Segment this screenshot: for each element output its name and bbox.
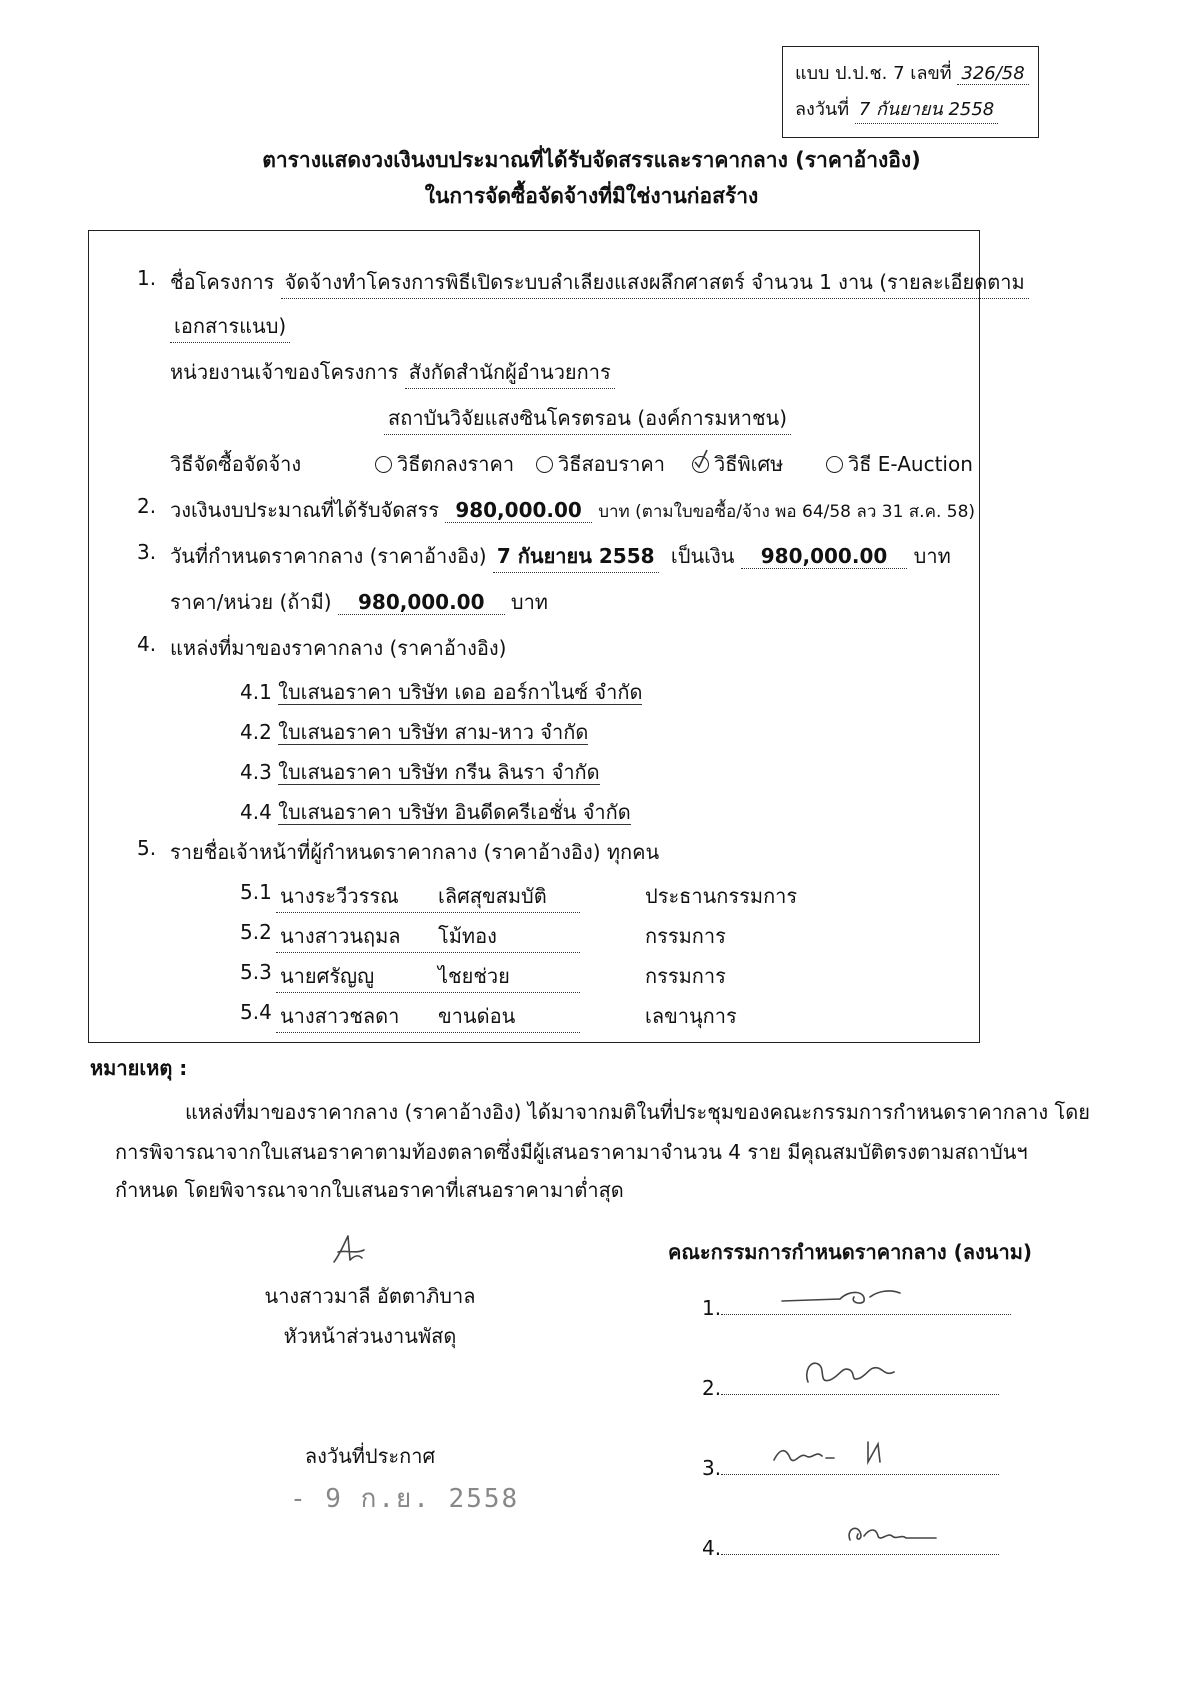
owner-value-2: สถาบันวิจัยแสงซินโครตรอน (องค์การมหาชน): [384, 402, 791, 435]
committee-signature-4: [840, 1518, 940, 1548]
radio-icon: [375, 456, 392, 473]
signatory-name: นางสาวมาลี อัตตาภิบาล: [264, 1284, 476, 1308]
member-role: เลขานุการ: [645, 1004, 737, 1028]
method-row: [170, 448, 301, 480]
budget-label: วงเงินงบประมาณที่ได้รับจัดสรร: [170, 498, 439, 522]
signatory-signature: [330, 1232, 370, 1268]
announce-date-stamp: - 9 ก.ย. 2558: [290, 1484, 520, 1514]
radio-icon: [536, 456, 553, 473]
item3-row: [170, 540, 951, 573]
ref-amount-label: เป็นเงิน: [670, 544, 735, 568]
ref-amount: 980,000.00: [741, 544, 908, 569]
ref-date: 7 กันยายน 2558: [493, 540, 659, 573]
ref-date-label: วันที่กำหนดราคากลาง (ราคาอ้างอิง): [170, 544, 487, 568]
item1-num: 1.: [137, 266, 157, 290]
project-name-label: ชื่อโครงการ: [170, 270, 275, 294]
source-item: 4.1 ใบเสนอราคา บริษัท เดอ ออร์กาไนซ์ จำกัด: [240, 680, 643, 704]
source-item: 4.3 ใบเสนอราคา บริษัท กรีน ลินรา จำกัด: [240, 760, 600, 784]
per-unit-row: [170, 586, 548, 618]
owner-value: สังกัดสำนักผู้อำนวยการ: [405, 356, 615, 389]
item2-num: 2.: [137, 494, 157, 518]
committee-heading: คณะกรรมการกำหนดราคากลาง (ลงนาม): [668, 1240, 1033, 1264]
committee-sign-line: 3.: [702, 1456, 999, 1480]
member-name: นางสาวนฤมล โม้ทอง: [276, 920, 580, 953]
per-unit-amount: 980,000.00: [338, 590, 505, 615]
radio-checked-icon: [692, 456, 709, 473]
project-name-value-2: เอกสารแนบ): [170, 310, 290, 343]
item5-num: 5.: [137, 836, 157, 860]
item1-row: [170, 266, 1029, 299]
committee-signature-2: [800, 1352, 900, 1392]
member-role: กรรมการ: [645, 924, 726, 948]
officers-label: รายชื่อเจ้าหน้าที่ผู้กำหนดราคากลาง (ราคาอ้างอิง) ทุกคน: [170, 840, 660, 864]
form-date-label: ลงวันที่: [795, 99, 850, 120]
owner-label: หน่วยงานเจ้าของโครงการ: [170, 360, 399, 384]
project-name-value: จัดจ้างทำโครงการพิธีเปิดระบบลำเลียงแสงผลึกศาสตร์ จำนวน 1 งาน (รายละเอียดตาม: [281, 266, 1029, 299]
per-unit-suffix: บาท: [510, 590, 548, 614]
note-heading: หมายเหตุ :: [90, 1056, 188, 1080]
method-option-3[interactable]: วิธีพิเศษ: [692, 448, 783, 480]
form-label: แบบ ป.ป.ช. 7 เลขที่: [795, 63, 952, 84]
member-num: 5.2: [240, 920, 272, 944]
member-num: 5.1: [240, 880, 272, 904]
committee-sign-line: 1.: [702, 1296, 1011, 1320]
sources-label: แหล่งที่มาของราคากลาง (ราคาอ้างอิง): [170, 636, 507, 660]
method-label: วิธีจัดซื้อจัดจ้าง: [170, 452, 302, 476]
member-name: นางระวีวรรณ เลิศสุขสมบัติ: [276, 880, 580, 913]
budget-amount: 980,000.00: [445, 498, 592, 523]
owner-row-2: [384, 402, 791, 435]
member-num: 5.4: [240, 1000, 272, 1024]
form-number-line: [795, 58, 1029, 87]
member-num: 5.3: [240, 960, 272, 984]
method-option-4[interactable]: วิธี E-Auction: [826, 448, 973, 480]
per-unit-label: ราคา/หน่วย (ถ้ามี): [170, 590, 332, 614]
page-subtitle: ในการจัดซื้อจัดจ้างที่มิใช่งานก่อสร้าง: [424, 184, 759, 208]
project-name-cont: [170, 310, 290, 343]
item2-row: [170, 494, 975, 526]
budget-suffix: บาท (ตามใบขอซื้อ/จ้าง พอ 64/58 ลว 31 ส.ค. 58): [598, 502, 976, 522]
radio-icon: [826, 456, 843, 473]
page-title: ตารางแสดงวงเงินงบประมาณที่ได้รับจัดสรรและราคากลาง (ราคาอ้างอิง): [262, 148, 921, 172]
form-date-line: [795, 94, 998, 124]
signatory-position: หัวหน้าส่วนงานพัสดุ: [283, 1324, 457, 1348]
announce-label: ลงวันที่ประกาศ: [304, 1444, 436, 1468]
member-name: นางสาวชลดา ขานด่อน: [276, 1000, 580, 1033]
note-line-2: การพิจารณาจากใบเสนอราคาตามท้องตลาดซึ่งมีผู้เสนอราคามาจำนวน 4 ราย มีคุณสมบัติตรงตามสถาบันฯ: [115, 1140, 1028, 1164]
source-item: 4.2 ใบเสนอราคา บริษัท สาม-หาว จำกัด: [240, 720, 589, 744]
committee-signature-3: [770, 1438, 890, 1470]
method-option-2[interactable]: วิธีสอบราคา: [536, 448, 665, 480]
committee-sign-line: 4.: [702, 1536, 999, 1560]
member-name: นายศรัญญู ไชยช่วย: [276, 960, 580, 993]
owner-row: [170, 356, 615, 389]
note-line-1: แหล่งที่มาของราคากลาง (ราคาอ้างอิง) ได้มาจากมติในที่ประชุมของคณะกรรมการกำหนดราคากลาง โดย: [185, 1100, 1090, 1124]
ref-amount-unit: บาท: [913, 544, 951, 568]
item3-num: 3.: [137, 540, 157, 564]
committee-sign-line: 2.: [702, 1376, 999, 1400]
member-role: กรรมการ: [645, 964, 726, 988]
member-role: ประธานกรรมการ: [645, 884, 798, 908]
form-date: 7 กันยายน 2558: [855, 94, 998, 124]
note-line-3: กำหนด โดยพิจารณาจากใบเสนอราคาที่เสนอราคามาต่ำสุด: [115, 1178, 624, 1202]
form-number: 326/58: [957, 63, 1028, 85]
committee-signature-1: [780, 1283, 910, 1309]
item4-num: 4.: [137, 632, 157, 656]
source-item: 4.4 ใบเสนอราคา บริษัท อินดีดครีเอชั่น จำกัด: [240, 800, 631, 824]
method-option-1[interactable]: วิธีตกลงราคา: [375, 448, 514, 480]
